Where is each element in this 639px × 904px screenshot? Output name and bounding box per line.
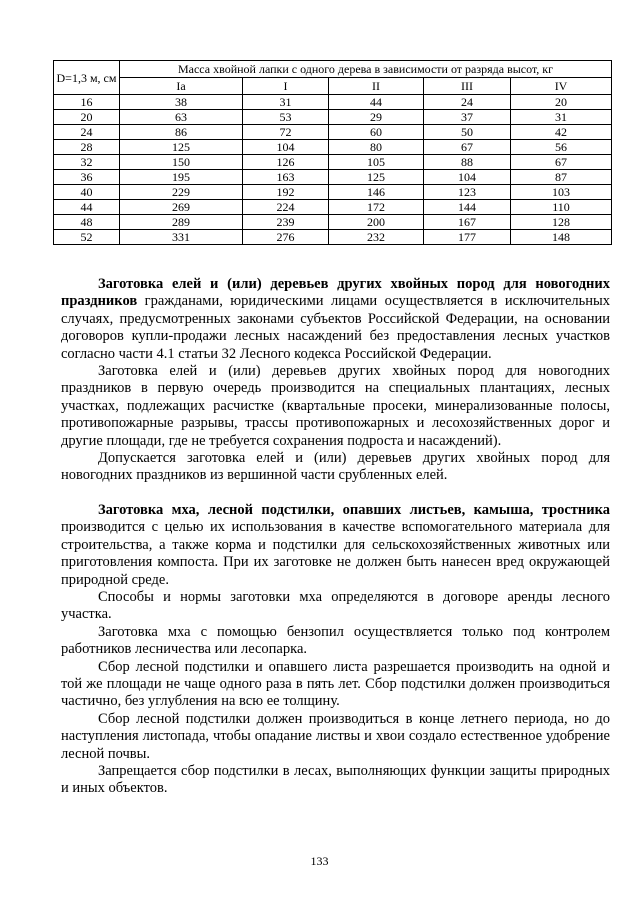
mass-cell: 192 [243, 185, 329, 200]
diameter-cell: 44 [54, 200, 120, 215]
class-header: Ia [120, 78, 243, 95]
mass-cell: 177 [424, 230, 511, 245]
table-row [54, 185, 612, 200]
mass-cell: 29 [329, 110, 424, 125]
table-row [54, 140, 612, 155]
mass-cell: 38 [120, 95, 243, 110]
paragraph-text: гражданами, юридическими лицами осуществляется в исключительных случаях, предусмотренных законами субъектов Российской Федерации, на основании договоров купли-продажи лесных насаждений без предоставления лесных участков согласно части 4.1 статьи 32 Лесного кодекса Российской Федерации. [61, 293, 610, 362]
mass-cell: 239 [243, 215, 329, 230]
table-row [54, 125, 612, 140]
mass-cell: 105 [329, 155, 424, 170]
paragraph-text: Допускается заготовка елей и (или) деревьев других хвойных пород для новогодних праздников из вершинной части срубленных елей. [61, 450, 610, 484]
mass-cell: 103 [511, 185, 612, 200]
paragraph-text: Заготовка мха с помощью бензопил осуществляется только под контролем работников лесничества или лесопарка. [61, 623, 610, 658]
mass-cell: 53 [243, 110, 329, 125]
paragraph [61, 763, 610, 798]
paragraph-text: Способы и нормы заготовки мха определяются в договоре аренды лесного участка. [61, 588, 610, 623]
table-row [54, 230, 612, 245]
diameter-header: D=1,3 м, см [54, 61, 120, 95]
paragraph [61, 589, 610, 624]
class-header: IV [511, 78, 612, 95]
table-row [54, 155, 612, 170]
mass-cell: 110 [511, 200, 612, 215]
mass-cell: 232 [329, 230, 424, 245]
mass-cell: 289 [120, 215, 243, 230]
mass-cell: 148 [511, 230, 612, 245]
paragraph-text: Сбор лесной подстилки должен производиться в конце летнего периода, но до наступления листопада, чтобы опадание листвы и хвои создало естественное удобрение лесной почвы. [61, 710, 610, 762]
mass-cell: 172 [329, 200, 424, 215]
mass-cell: 24 [424, 95, 511, 110]
mass-cell: 31 [511, 110, 612, 125]
mass-cell: 88 [424, 155, 511, 170]
mass-cell: 42 [511, 125, 612, 140]
mass-cell: 56 [511, 140, 612, 155]
mass-cell: 67 [424, 140, 511, 155]
mass-cell: 163 [243, 170, 329, 185]
class-header: II [329, 78, 424, 95]
mass-cell: 67 [511, 155, 612, 170]
mass-cell: 80 [329, 140, 424, 155]
table-row [54, 110, 612, 125]
mass-cell: 87 [511, 170, 612, 185]
diameter-cell: 28 [54, 140, 120, 155]
mass-group-header: Масса хвойной лапки с одного дерева в зависимости от разряда высот, кг [120, 61, 612, 78]
paragraph [61, 276, 610, 363]
table-row [54, 170, 612, 185]
diameter-cell: 32 [54, 155, 120, 170]
paragraph [61, 711, 610, 763]
mass-cell: 37 [424, 110, 511, 125]
mass-cell: 63 [120, 110, 243, 125]
mass-cell: 276 [243, 230, 329, 245]
paragraph [61, 363, 610, 450]
paragraph [61, 659, 610, 711]
mass-cell: 123 [424, 185, 511, 200]
mass-cell: 60 [329, 125, 424, 140]
mass-cell: 72 [243, 125, 329, 140]
mass-cell: 224 [243, 200, 329, 215]
mass-cell: 104 [243, 140, 329, 155]
paragraph-text: Сбор лесной подстилки и опавшего листа разрешается производить на одной и той же площади не чаще одного раза в пять лет. Сбор подстилки должен производиться частично, без углубления на всю ее толщину. [61, 658, 610, 710]
mass-cell: 200 [329, 215, 424, 230]
paragraph [61, 624, 610, 659]
class-header: III [424, 78, 511, 95]
mass-cell: 146 [329, 185, 424, 200]
mass-cell: 125 [329, 170, 424, 185]
mass-cell: 44 [329, 95, 424, 110]
diameter-cell: 52 [54, 230, 120, 245]
mass-cell: 229 [120, 185, 243, 200]
table-body [54, 95, 612, 245]
page-number: 133 [310, 854, 329, 868]
paragraph [61, 450, 610, 485]
mass-cell: 128 [511, 215, 612, 230]
diameter-cell: 36 [54, 170, 120, 185]
paragraph-text: Заготовка елей и (или) деревьев других хвойных пород для новогодних праздников в первую очередь производится на специальных плантациях, лесных участках, подлежащих расчистке (квартальные просеки, минерализованные полосы, противопожарные разрывы, трассы противопожарных и лесохозяйственных дорог и другие площади, где не требуется сохранения подроста и насаждений). [61, 363, 610, 449]
mass-cell: 195 [120, 170, 243, 185]
mass-cell: 269 [120, 200, 243, 215]
mass-cell: 144 [424, 200, 511, 215]
body-text [61, 276, 610, 798]
diameter-cell: 16 [54, 95, 120, 110]
table-row [54, 215, 612, 230]
mass-cell: 125 [120, 140, 243, 155]
mass-cell: 50 [424, 125, 511, 140]
diameter-cell: 48 [54, 215, 120, 230]
mass-cell: 86 [120, 125, 243, 140]
mass-cell: 31 [243, 95, 329, 110]
table-row [54, 200, 612, 215]
paragraph-text: производится с целью их использования в качестве вспомогательного материала для строительства, а также корма и подстилки для сельскохозяйственных животных или приготовления компоста. При их заготовке не должен быть нанесен вред окружающей природной среде. [61, 519, 610, 588]
paragraph-heading: Заготовка елей и (или) деревьев других хвойных пород для новогодних праздников [61, 276, 610, 310]
diameter-cell: 20 [54, 110, 120, 125]
table-row [54, 95, 612, 110]
mass-cell: 150 [120, 155, 243, 170]
mass-cell: 20 [511, 95, 612, 110]
mass-cell: 126 [243, 155, 329, 170]
mass-cell: 104 [424, 170, 511, 185]
mass-cell: 331 [120, 230, 243, 245]
mass-table [53, 60, 612, 245]
diameter-cell: 40 [54, 185, 120, 200]
mass-cell: 167 [424, 215, 511, 230]
paragraph [61, 502, 610, 589]
paragraph-text: Запрещается сбор подстилки в лесах, выполняющих функции защиты природных и иных объектов. [61, 762, 610, 797]
diameter-cell: 24 [54, 125, 120, 140]
paragraph-heading: Заготовка мха, лесной подстилки, опавших листьев, камыша, тростника [98, 501, 610, 518]
class-header: I [243, 78, 329, 95]
